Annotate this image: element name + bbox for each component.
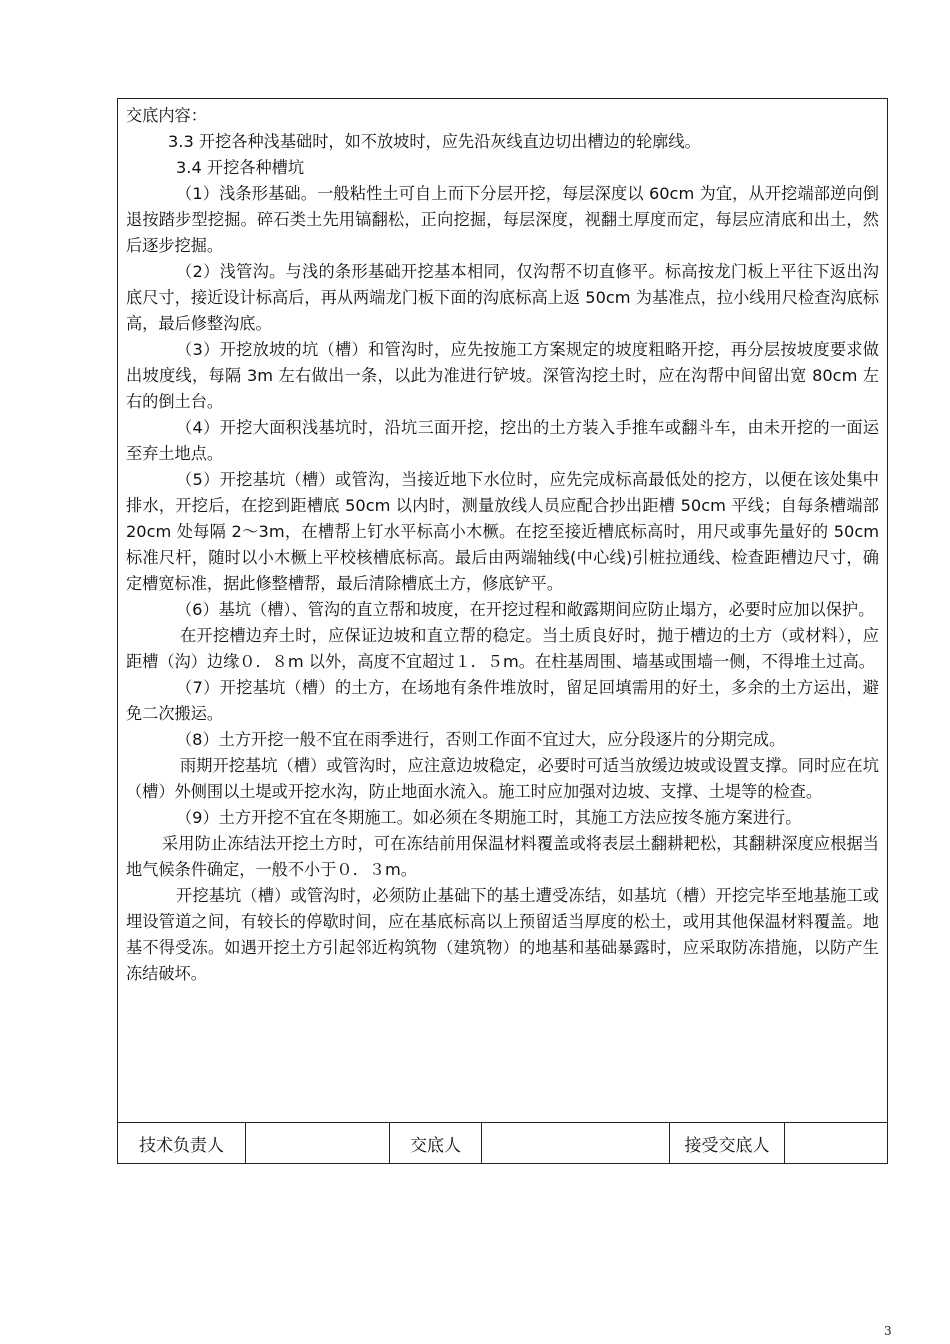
- paragraph-3-4: 3.4 开挖各种槽坑: [176, 158, 305, 177]
- disclosure-content-cell: [118, 99, 887, 1123]
- paragraph-item-4: （4）开挖大面积浅基坑时，沿坑三面开挖，挖出的土方装入手推车或翻斗车，由未开挖的一面运至弃土地点。: [126, 418, 879, 463]
- paragraph-item-7: （7）开挖基坑（槽）的土方，在场地有条件堆放时，留足回填需用的好土，多余的土方运出，避免二次搬运。: [126, 678, 879, 723]
- tech-lead-label: 技术负责人: [118, 1123, 246, 1163]
- paragraph-item-1: （1）浅条形基础。一般粘性土可自上而下分层开挖，每层深度以 60cm 为宜，从开挖端部逆向倒退按踏步型挖掘。碎石类土先用镐翻松，正向挖掘，每层深度，视翻土厚度而定，每层应清底和出土，然后逐步挖掘。: [126, 184, 879, 255]
- paragraph-item-8: （8）土方开挖一般不宜在雨季进行，否则工作面不宜过大，应分段逐片的分期完成。: [176, 730, 786, 749]
- paragraph-item-6: （6）基坑（槽）、管沟的直立帮和坡度，在开挖过程和敞露期间应防止塌方，必要时应加以保护。: [176, 600, 875, 619]
- paragraph-frost-prevention: 采用防止冻结法开挖土方时，可在冻结前用保温材料覆盖或将表层土翻耕耙松，其翻耕深度应根据当地气候条件确定，一般不小于０．３m。: [126, 834, 879, 879]
- paragraph-item-2: （2）浅管沟。与浅的条形基础开挖基本相同，仅沟帮不切直修平。标高按龙门板上平往下返出沟底尺寸，接近设计标高后，再从两端龙门板下面的沟底标高上返 50cm 为基准点，拉小线用尺检查沟底标高，最后修整沟底。: [126, 262, 879, 333]
- paragraph-frost-foundation: 开挖基坑（槽）或管沟时，必须防止基础下的基土遭受冻结，如基坑（槽）开挖完毕至地基施工或埋设管道之间，有较长的停歇时间，应在基底标高以上预留适当厚度的松土，或用其他保温材料覆盖。地基不得受冻。如遇开挖土方引起邻近构筑物（建筑物）的地基和基础暴露时，应采取防冻措施，以防产生冻结破坏。: [126, 886, 879, 983]
- paragraph-rainy-season: 雨期开挖基坑（槽）或管沟时，应注意边坡稳定，必要时可适当放缓边坡或设置支撑。同时应在坑（槽）外侧围以土堤或开挖水沟，防止地面水流入。施工时应加强对边坡、支撑、土堤等的检查。: [126, 756, 879, 801]
- paragraph-item-9: （9）土方开挖不宜在冬期施工。如必须在冬期施工时，其施工方法应按冬施方案进行。: [176, 808, 802, 827]
- paragraph-spoil-placement: 在开挖槽边弃土时，应保证边坡和直立帮的稳定。当土质良好时，抛于槽边的土方（或材料），应距槽（沟）边缘０．８m 以外，高度不宜超过１．５m。在柱基周围、墙基或围墙一侧，不得堆土过高。: [126, 626, 879, 671]
- content-label: 交底内容：: [126, 106, 207, 125]
- disclosure-table: [117, 98, 888, 1164]
- tech-lead-value: [246, 1123, 390, 1163]
- receiver-label: 接受交底人: [670, 1123, 785, 1163]
- presenter-value: [482, 1123, 670, 1163]
- paragraph-3-3: 3.3 开挖各种浅基础时，如不放坡时，应先沿灰线直边切出槽边的轮廓线。: [168, 132, 701, 151]
- paragraph-item-5: （5）开挖基坑（槽）或管沟，当接近地下水位时，应先完成标高最低处的挖方，以便在该处集中排水，开挖后，在挖到距槽底 50cm 以内时，测量放线人员应配合抄出距槽 50cm 平线；自每条槽端部 20cm 处每隔 2～3m，在槽帮上钉水平标高小木橛。在挖至接近槽底标高时，用尺或事先量好的 50cm 标准尺杆，随时以小木橛上平校核槽底标高。最后由两端轴线(中心线)引桩拉通线、检查距槽边尺寸，确定槽宽标准，据此修整槽帮，最后清除槽底土方，修底铲平。: [126, 470, 879, 593]
- signature-row: [118, 1123, 887, 1163]
- presenter-label: 交底人: [390, 1123, 482, 1163]
- paragraph-item-3: （3）开挖放坡的坑（槽）和管沟时，应先按施工方案规定的坡度粗略开挖，再分层按坡度要求做出坡度线，每隔 3m 左右做出一条，以此为准进行铲坡。深管沟挖土时，应在沟帮中间留出宽 80cm 左右的倒土台。: [126, 340, 879, 411]
- page-number: 3: [884, 1324, 892, 1338]
- receiver-value: [785, 1123, 887, 1163]
